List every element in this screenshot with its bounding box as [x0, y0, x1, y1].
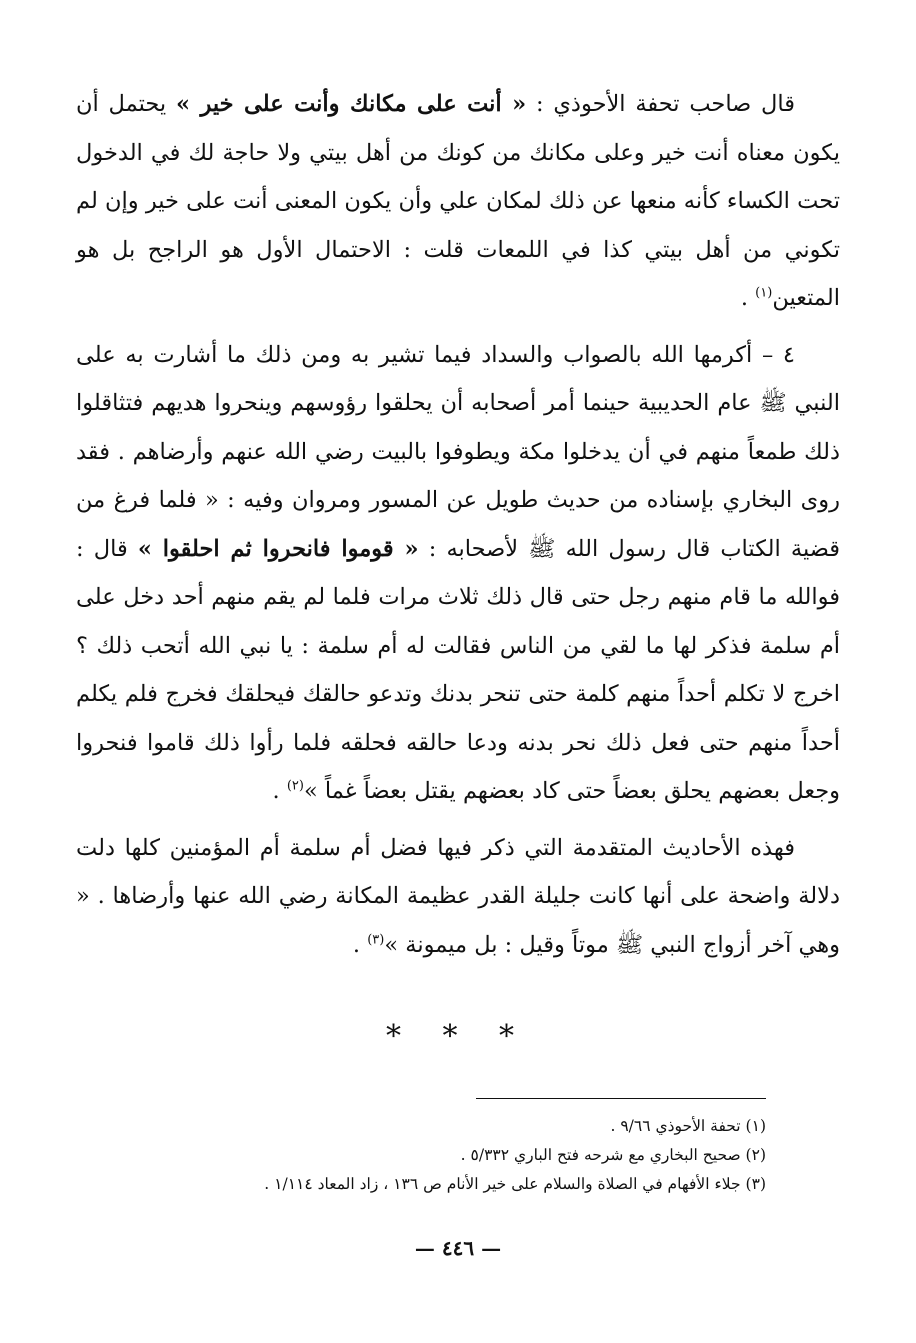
footnote-ref-1[interactable]: (١) [755, 285, 773, 301]
p1-body: يحتمل أن يكون معناه أنت خير وعلى مكانك من كونك من أهل بيتي ولا حاجة لك في الدخول تحت الكساء كأنه منعها عن ذلك لمكان علي وأن يكون المعنى أنت على خير وإن لم تكوني من أهل بيتي كذا في اللمعات قلت : الاحتمال الأول هو الراجح بل هو المتعين [76, 91, 840, 311]
p3-body: فهذه الأحاديث المتقدمة التي ذكر فيها فضل أم سلمة أم المؤمنين كلها دلت دلالة واضحة على أنها كانت جليلة القدر عظيمة المكانة رضي الله عنها وأرضاها . « وهي آخر أزواج النبي ﷺ موتاً وقيل : بل ميمونة » [76, 834, 840, 958]
p1-end: . [740, 285, 756, 311]
footnote-2: (٢) صحيح البخاري مع شرحه فتح الباري ٥/٣٣٢ . [460, 1146, 766, 1164]
p2-body-1: ٤ – أكرمها الله بالصواب والسداد فيما تشير به ومن ذلك ما أشارت به على النبي ﷺ عام الحديبية حينما أمر أصحابه أن يحلقوا رؤوسهم وينحروا هديهم فتثاقلوا ذلك طمعاً منهم في أن يدخلوا مكة ويطوفوا بالبيت رضي الله عنهم وأرضاهم . فقد روى البخاري بإسناده من حديث طويل عن المسور ومروان وفيه : « فلما فرغ من قضية الكتاب قال رسول الله ﷺ لأصحابه : [76, 341, 841, 562]
p1-quote-bold: « أنت على مكانك وأنت على خير » [175, 91, 527, 117]
p2-quote-bold: « قوموا فانحروا ثم احلقوا » [137, 535, 419, 562]
paragraph-2 [76, 331, 840, 816]
footnote-separator [476, 1098, 766, 1099]
p1-intro: قال صاحب تحفة الأحوذي : [526, 91, 796, 117]
p2-body-2: قال : فوالله ما قام منهم رجل حتى قال ذلك ثلاث مرات فلما لم يقم منهم أحد دخل على أم سلمة فذكر لها ما لقي من الناس فقالت له أم سلمة : يا نبي الله أتحب ذلك ؟ اخرج لا تكلم أحداً منهم كلمة حتى تنحر بدنك وتدعو حالقك فيحلقك فخرج فلم يكلم أحداً منهم حتى فعل ذلك نحر بدنه ودعا حالقه فحلقه فلما رأوا ذلك قاموا فنحروا وجعل بعضهم يحلق بعضاً حتى كاد بعضهم يقتل بعضاً غماً » [76, 535, 840, 804]
paragraph-3 [76, 824, 840, 970]
footnote-1: (١) تحفة الأحوذي ٩/٦٦ . [610, 1117, 766, 1135]
paragraph-1 [76, 80, 840, 323]
footnotes [76, 1112, 766, 1199]
footnote-3: (٣) جلاء الأفهام في الصلاة والسلام على خير الأنام ص ١٣٦ ، زاد المعاد ١/١١٤ . [264, 1175, 766, 1193]
section-divider-stars: * * * [385, 1019, 531, 1054]
footnote-ref-2[interactable]: (٢) [286, 778, 304, 794]
p3-end: . [352, 931, 368, 958]
footnote-ref-3[interactable]: (٣) [367, 932, 385, 947]
page-number: — ٤٤٦ — [414, 1236, 502, 1260]
p2-end: . [272, 778, 287, 804]
